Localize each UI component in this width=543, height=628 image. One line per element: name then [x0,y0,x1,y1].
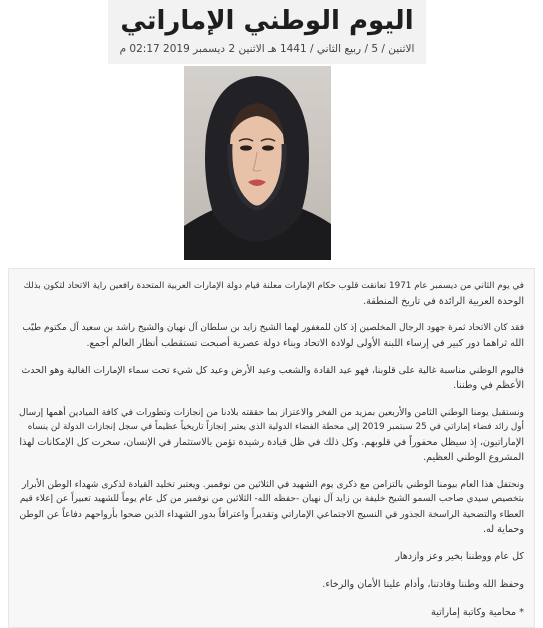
paragraph-line: الإماراتيون، إذ سيظل محفوراً في قلوبهم. وكل ذلك في ظل قيادة رشيدة تؤمن بالاستثمار في الإنسان، سخرت كل الإمكانات لهذا [19,437,524,448]
paragraph-line: فاليوم الوطني مناسبة غالية على قلوبنا، فهو عيد القادة والشعب وعيد الأرض وعيد كل شيء تحت سماء الإمارات الغالية وهو الحدث [21,365,524,376]
paragraph-line: العطاء والتضحية الراسخة الجذور في النسيج الاجتماعي الإماراتي وتقديراً واعترافاً بدور الشهداء الذين ضحوا بأرواحهم دفاعاً عن الوطن [19,509,524,520]
article-body [8,268,535,628]
author-photo [184,66,331,260]
article-title: اليوم الوطني الإماراتي [120,6,414,36]
paragraph-line: المشروع الوطني العظيم. [423,452,524,463]
article-dateline: الاثنين / 5 / ربيع الثاني / 1441 هـ الاثنين 2 ديسمبر 2019 02:17 م [119,43,415,55]
article-header [108,0,426,64]
paragraph-line: ونحتفل هذا العام بيومنا الوطني بالتزامن مع ذكرى يوم الشهيد في الثلاثين من نوفمبر. ويعتبر تخليد القيادة لذكرى شهداء الوطن الأبرار [22,479,524,490]
paragraph-line: الوحدة العربية الرائدة في تاريخ المنطقة. [363,296,524,307]
paragraph-3 [19,363,524,393]
paragraph-5 [19,477,524,537]
paragraph-line: فقد كان الاتحاد ثمرة جهود الرجال المخلصين إذ كان للمغفور لهما الشيخ زايد بن سلطان آل نهيان والشيخ راشد بن سعيد آل مكتوم طيّب [22,323,524,333]
paragraph-6 [19,549,524,564]
paragraph-line: ونستقبل يومنا الوطني الثامن والأربعين بمزيد من الفخر والاعتزاز بما حققته بلادنا من إنجازات وتطورات في كافة الميادين أهمها إرسال [19,407,524,418]
paragraph-line: كل عام ووطننا بخير وعز وازدهار [395,551,524,562]
paragraph-line: الأعظم في وطننا. [453,380,524,391]
author-note [19,605,524,620]
paragraph-line: أول رائد فضاء إماراتي في 25 سبتمبر 2019 إلى محطة الفضاء الدولية الذي يعتبر إنجازاً تاريخياً عظيماً في سجل إنجازات الدولة لن ينساه [27,422,524,432]
paragraph-line: وحفظ الله وطننا وقادتنا، وأدام علينا الأمان والرخاء. [322,579,524,590]
paragraph-line: بتخصيص سيدي صاحب السمو الشيخ خليفة بن زايد آل نهيان -حفظه الله- الثلاثين من نوفمبر من كل عام يوماً للشهيد تعبيراً عن إعلاء قيم [19,494,524,504]
author-portrait-image [184,66,331,260]
paragraph-line: وحماية له. [482,524,524,535]
paragraph-line: في يوم الثاني من ديسمبر عام 1971 تعانقت قلوب حكام الإمارات معلنة قيام دولة الإمارات العربية المتحدة رافعين راية الاتحاد لتكون بذلك [23,281,524,291]
paragraph-1 [19,279,524,309]
paragraph-7 [19,577,524,592]
paragraph-line: * محامية وكاتبة إماراتية [431,607,524,618]
paragraph-4 [19,405,524,465]
paragraph-2 [19,321,524,351]
paragraph-line: الله ثراهما دور كبير في إرساء اللبنة الأولى لولادة الاتحاد وبناء دولة عصرية أصبحت تستقطب أنظار العالم أجمع. [86,338,524,349]
